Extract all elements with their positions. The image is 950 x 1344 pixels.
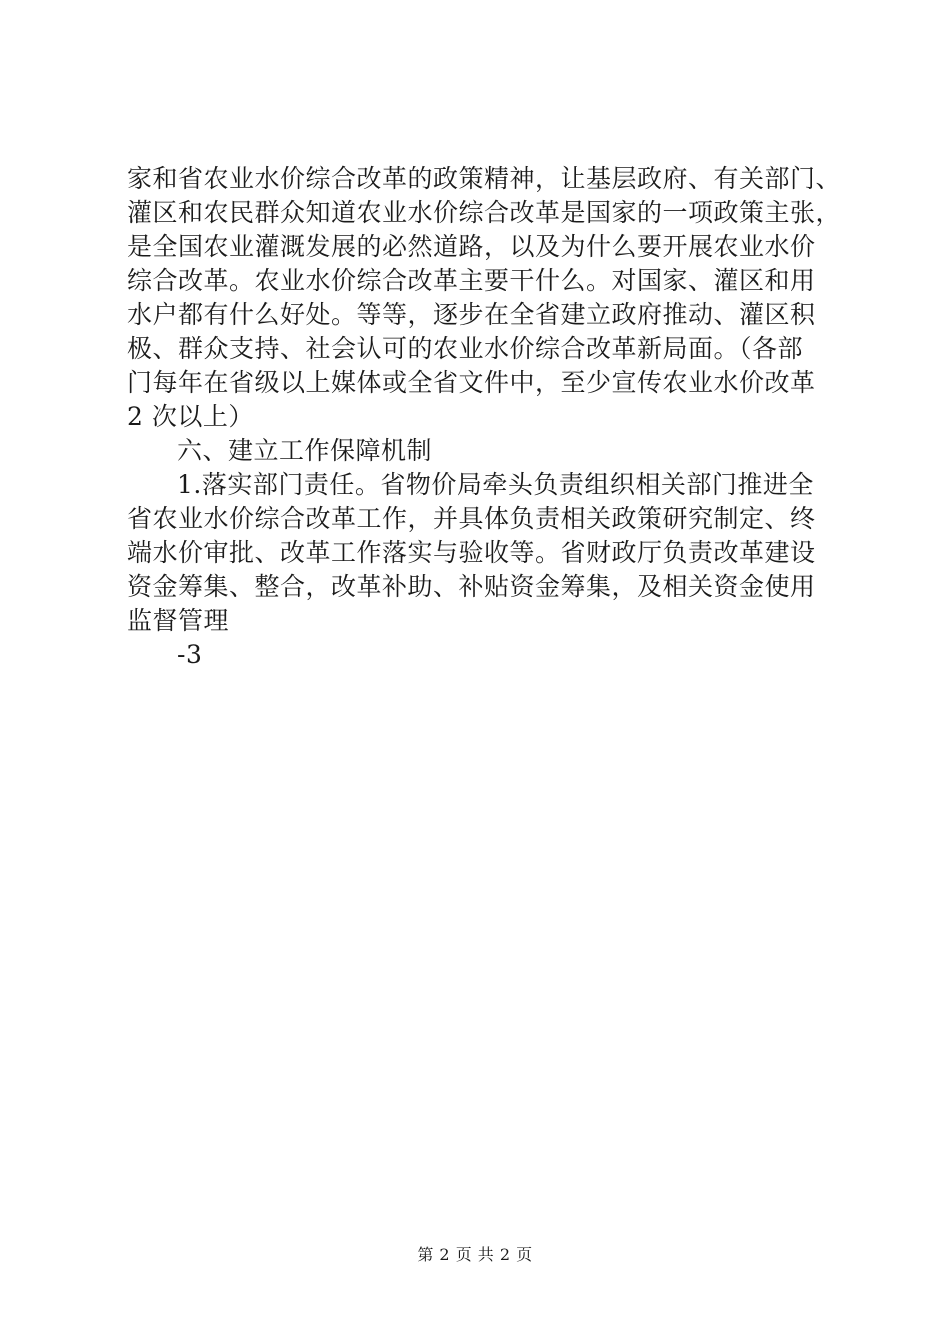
text-line: 1.落实部门责任。省物价局牵头负责组织相关部门推进全 (177, 470, 814, 499)
page-marker: -3 (177, 640, 203, 669)
page-footer: 第 2 页 共 2 页 (417, 1245, 533, 1264)
text-line: 资金筹集、整合，改革补助、补贴资金筹集，及相关资金使用 (127, 572, 816, 601)
text-line: 极、群众支持、社会认可的农业水价综合改革新局面。（各部 (127, 334, 804, 363)
text-line: 灌区和农民群众知道农业水价综合改革是国家的一项政策主张， (127, 198, 842, 227)
text-line: 水户都有什么好处。等等，逐步在全省建立政府推动、灌区积 (127, 300, 816, 329)
text-line: 家和省农业水价综合改革的政策精神，让基层政府、有关部门、 (127, 164, 842, 193)
text-line: 2 次以上） (127, 402, 254, 431)
section-heading: 六、建立工作保障机制 (177, 436, 433, 465)
text-line: 是全国农业灌溉发展的必然道路，以及为什么要开展农业水价 (127, 232, 816, 261)
text-line: 端水价审批、改革工作落实与验收等。省财政厅负责改革建设 (127, 538, 816, 567)
text-line: 门每年在省级以上媒体或全省文件中，至少宣传农业水价改革 (127, 368, 816, 397)
document-body (127, 162, 842, 672)
text-line: 省农业水价综合改革工作，并具体负责相关政策研究制定、终 (127, 504, 816, 533)
text-line: 综合改革。农业水价综合改革主要干什么。对国家、灌区和用 (127, 266, 816, 295)
text-line: 监督管理 (127, 606, 230, 635)
